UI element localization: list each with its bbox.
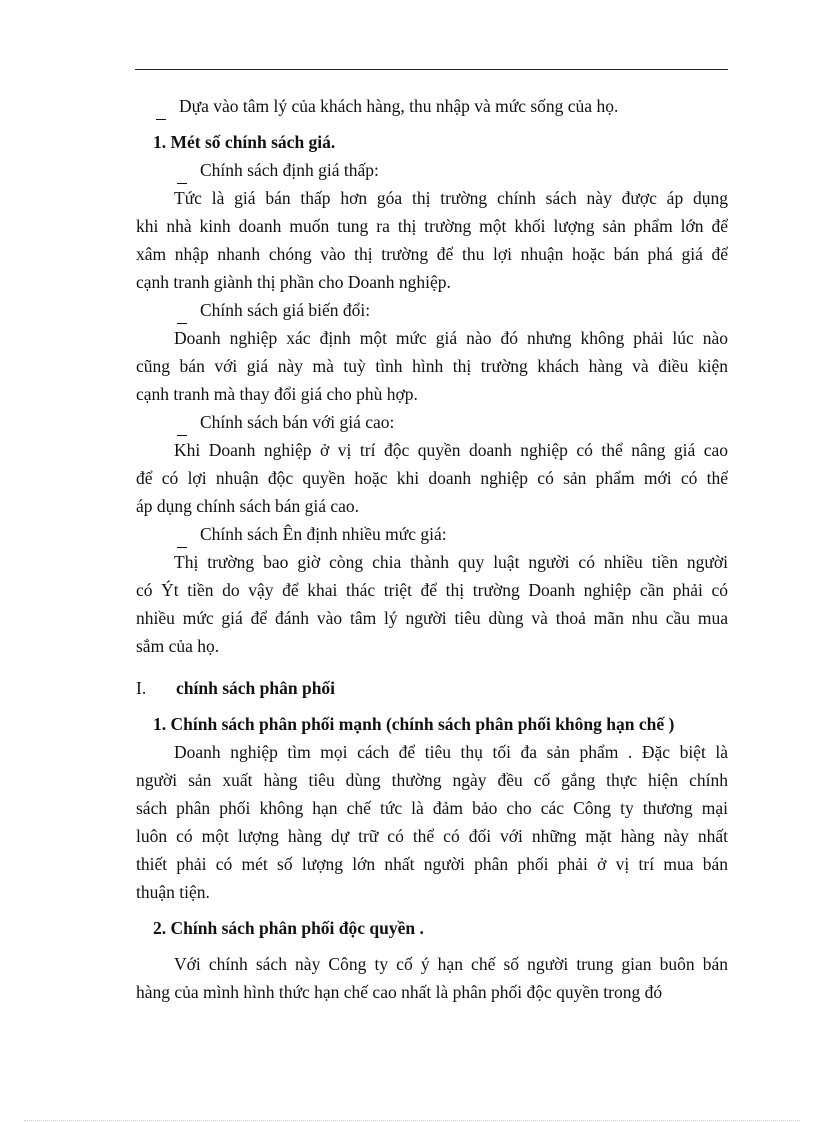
paragraph-line: để có lợi nhuận độc quyền hoặc khi doanh nghiệp có sản phẩm mới có thể <box>136 468 728 488</box>
paragraph-line: người sản xuất hàng tiêu dùng thường ngày đều cố gắng thực hiện chính <box>136 770 728 790</box>
paragraph-line: có Ýt tiền do vậy để khai thác triệt để thị trường Doanh nghiệp cần phải có <box>136 580 728 600</box>
paragraph-line: Tức là giá bán thấp hơn góa thị trường chính sách này được áp dụng <box>174 188 728 208</box>
bullet-item: Chính sách bán với giá cao: <box>200 412 395 432</box>
chapter-heading <box>136 674 728 702</box>
document-body <box>136 92 728 1006</box>
paragraph-line: cũng bán với giá này mà tuỳ tình hình thị trường khách hàng và điều kiện <box>136 356 728 376</box>
paragraph-line: xâm nhập nhanh chóng vào thị trường để thu lợi nhuận hoặc bán phá giá để <box>136 244 728 264</box>
paragraph-line: cạnh tranh giành thị phần cho Doanh nghiệp. <box>136 272 451 292</box>
header-rule <box>135 69 728 70</box>
section-heading: 1. Mét số chính sách giá. <box>153 132 336 152</box>
paragraph-line: khi nhà kinh doanh muốn tung ra thị trường một khối lượng sản phẩm lớn để <box>136 216 728 236</box>
paragraph-line: thuận tiện. <box>136 882 210 902</box>
bullet-item: Chính sách định giá thấp: <box>200 160 379 180</box>
paragraph-line: cạnh tranh mà thay đổi giá cho phù hợp. <box>136 384 418 404</box>
section-heading: 2. Chính sách phân phối độc quyền . <box>153 918 424 938</box>
paragraph-line: Khi Doanh nghiệp ở vị trí độc quyền doanh nghiệp có thể nâng giá cao <box>174 440 728 460</box>
page-footer-divider <box>24 1120 800 1121</box>
paragraph-line: luôn có một lượng hàng dự trữ có thể có đối với những mặt hàng này nhất <box>136 826 728 846</box>
paragraph-line: Với chính sách này Công ty cố ý hạn chế số người trung gian buôn bán <box>174 954 728 974</box>
chapter-title: chính sách phân phối <box>176 678 336 698</box>
paragraph-line: thiết phải có mét số lượng lớn nhất người phân phối phải ở vị trí mua bán <box>136 854 728 874</box>
paragraph-line: áp dụng chính sách bán giá cao. <box>136 496 360 516</box>
paragraph-line: hàng của mình hình thức hạn chế cao nhất là phân phối độc quyền trong đó <box>136 982 663 1002</box>
bullet-item: Chính sách giá biến đổi: <box>200 300 371 320</box>
paragraph-line: nhiều mức giá để đánh vào tâm lý người tiêu dùng và thoả mãn nhu cầu mua <box>136 608 728 628</box>
paragraph-line: Doanh nghiệp xác định một mức giá nào đó nhưng không phải lúc nào <box>174 328 728 348</box>
section-heading: 1. Chính sách phân phối mạnh (chính sách phân phối không hạn chế ) <box>153 714 675 734</box>
bullet-item: Chính sách Ên định nhiều mức giá: <box>200 524 447 544</box>
paragraph-line: sách phân phối không hạn chế tức là đảm bảo cho các Công ty thương mại <box>136 798 728 818</box>
paragraph-line: Thị trường bao giờ còng chia thành quy luật người có nhiều tiền người <box>174 552 728 572</box>
bullet-item: Dựa vào tâm lý của khách hàng, thu nhập và mức sống của họ. <box>179 96 619 116</box>
paragraph-line: sắm của họ. <box>136 636 220 656</box>
paragraph-line: Doanh nghiệp tìm mọi cách để tiêu thụ tối đa sản phẩm . Đặc biệt là <box>174 742 728 762</box>
chapter-number: I. <box>136 678 147 698</box>
